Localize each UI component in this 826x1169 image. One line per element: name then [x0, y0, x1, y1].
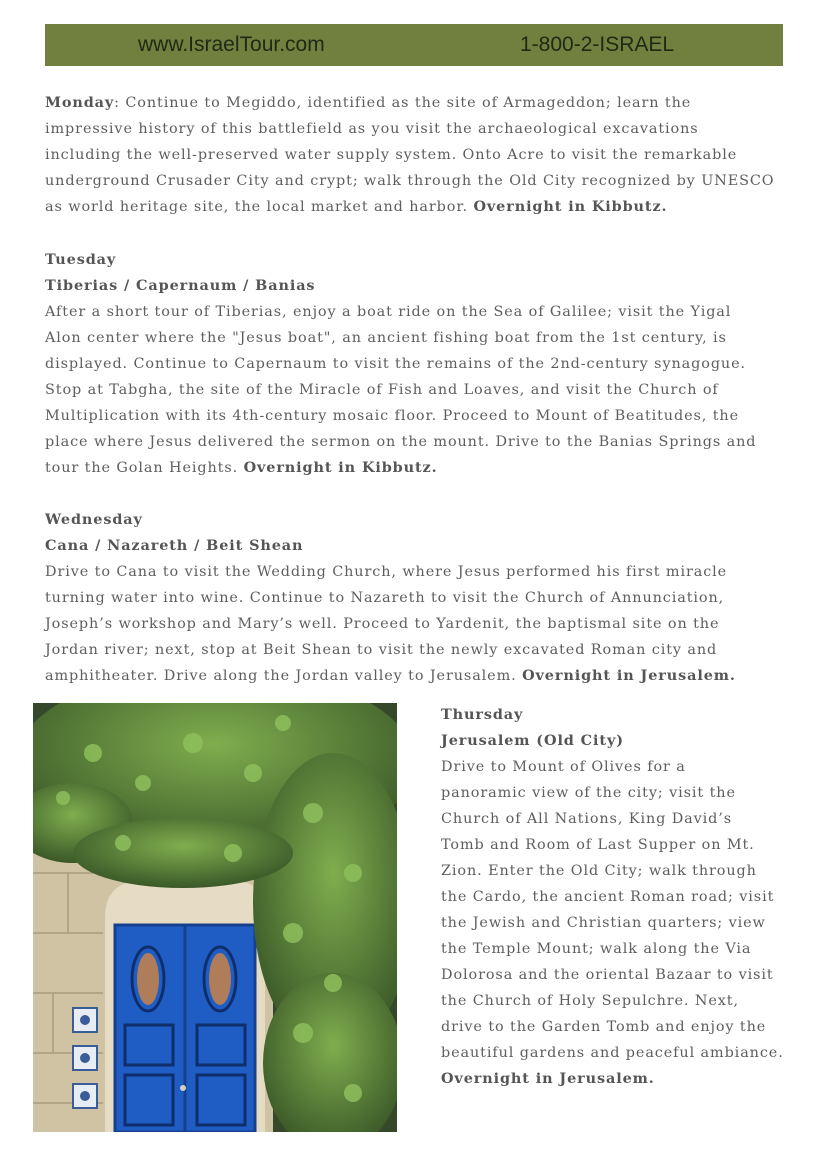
thursday-line: beautiful gardens and peaceful ambiance.: [441, 1045, 784, 1061]
wednesday-section: [45, 507, 785, 689]
header-bar: [45, 24, 783, 66]
thursday-line: Church of All Nations, King David’s: [441, 811, 733, 827]
tuesday-line-7: tour the Golan Heights. Overnight in Kibbutz.: [45, 459, 438, 476]
tuesday-line-2: Alon center where the "Jesus boat", an ancient fishing boat from the 1st century, is: [45, 330, 727, 346]
day-heading-monday: Monday: [45, 94, 115, 111]
thursday-line: Zion. Enter the Old City; walk through: [441, 863, 757, 879]
day-heading-wednesday: Wednesday: [45, 511, 143, 528]
wednesday-line-4: Jordan river; next, stop at Beit Shean to visit the newly excavated Roman city and: [45, 642, 718, 658]
route-heading-thursday: Jerusalem (Old City): [441, 732, 624, 749]
monday-line-1: Monday: Continue to Megiddo, identified as the site of Armageddon; learn the: [45, 94, 692, 111]
thursday-section: [441, 702, 791, 1092]
monday-line-5: as world heritage site, the local market and harbor. Overnight in Kibbutz.: [45, 198, 668, 215]
day-heading-thursday: Thursday: [441, 706, 524, 723]
thursday-line: panoramic view of the city; visit the: [441, 785, 736, 801]
wednesday-line-1: Drive to Cana to visit the Wedding Church, where Jesus performed his first miracle: [45, 564, 728, 580]
website-link[interactable]: www.IsraelTour.com: [138, 33, 325, 56]
phone-number[interactable]: 1-800-2-ISRAEL: [520, 33, 675, 56]
overnight-note: Overnight in Kibbutz.: [473, 198, 668, 215]
monday-line-4: underground Crusader City and crypt; walk through the Old City recognized by UNESCO: [45, 173, 775, 189]
overnight-note: Overnight in Jerusalem.: [522, 667, 736, 684]
day-heading-tuesday: Tuesday: [45, 251, 117, 268]
tuesday-line-1: After a short tour of Tiberias, enjoy a boat ride on the Sea of Galilee; visit the Yigal: [45, 304, 732, 320]
thursday-line: the Temple Mount; walk along the Via: [441, 941, 752, 957]
tuesday-line-4: Stop at Tabgha, the site of the Miracle of Fish and Loaves, and visit the Church of: [45, 382, 719, 398]
blue-door-photo: [33, 703, 397, 1132]
tuesday-line-3: displayed. Continue to Capernaum to visit the remains of the 2nd-century synagogue.: [45, 356, 746, 372]
tuesday-line-5: Multiplication with its 4th-century mosaic floor. Proceed to Mount of Beatitudes, the: [45, 408, 740, 424]
thursday-line: the Cardo, the ancient Roman road; visit: [441, 889, 775, 905]
thursday-line: Drive to Mount of Olives for a: [441, 759, 686, 775]
route-heading-wednesday: Cana / Nazareth / Beit Shean: [45, 537, 304, 554]
wednesday-line-2: turning water into wine. Continue to Nazareth to visit the Church of Annunciation,: [45, 590, 725, 606]
overnight-note: Overnight in Kibbutz.: [243, 459, 438, 476]
wednesday-line-3: Joseph’s workshop and Mary’s well. Proceed to Yardenit, the baptismal site on the: [45, 616, 720, 632]
thursday-line: Dolorosa and the oriental Bazaar to visit: [441, 967, 774, 983]
monday-line-2: impressive history of this battlefield as you visit the archaeological excavations: [45, 121, 699, 137]
door-illustration: [33, 703, 397, 1132]
wednesday-line-5: amphitheater. Drive along the Jordan valley to Jerusalem. Overnight in Jerusalem.: [45, 667, 736, 684]
thursday-line: Tomb and Room of Last Supper on Mt.: [441, 837, 755, 853]
thursday-line: the Church of Holy Sepulchre. Next,: [441, 993, 739, 1009]
overnight-note: Overnight in Jerusalem.: [441, 1070, 655, 1087]
monday-section: [45, 90, 785, 220]
thursday-line: the Jewish and Christian quarters; view: [441, 915, 766, 931]
monday-line-3: including the well-preserved water supply system. Onto Acre to visit the remarkable: [45, 147, 738, 163]
tuesday-section: [45, 247, 785, 481]
tuesday-line-6: place where Jesus delivered the sermon on the mount. Drive to the Banias Springs and: [45, 434, 757, 450]
route-heading-tuesday: Tiberias / Capernaum / Banias: [45, 277, 316, 294]
thursday-line: drive to the Garden Tomb and enjoy the: [441, 1019, 767, 1035]
